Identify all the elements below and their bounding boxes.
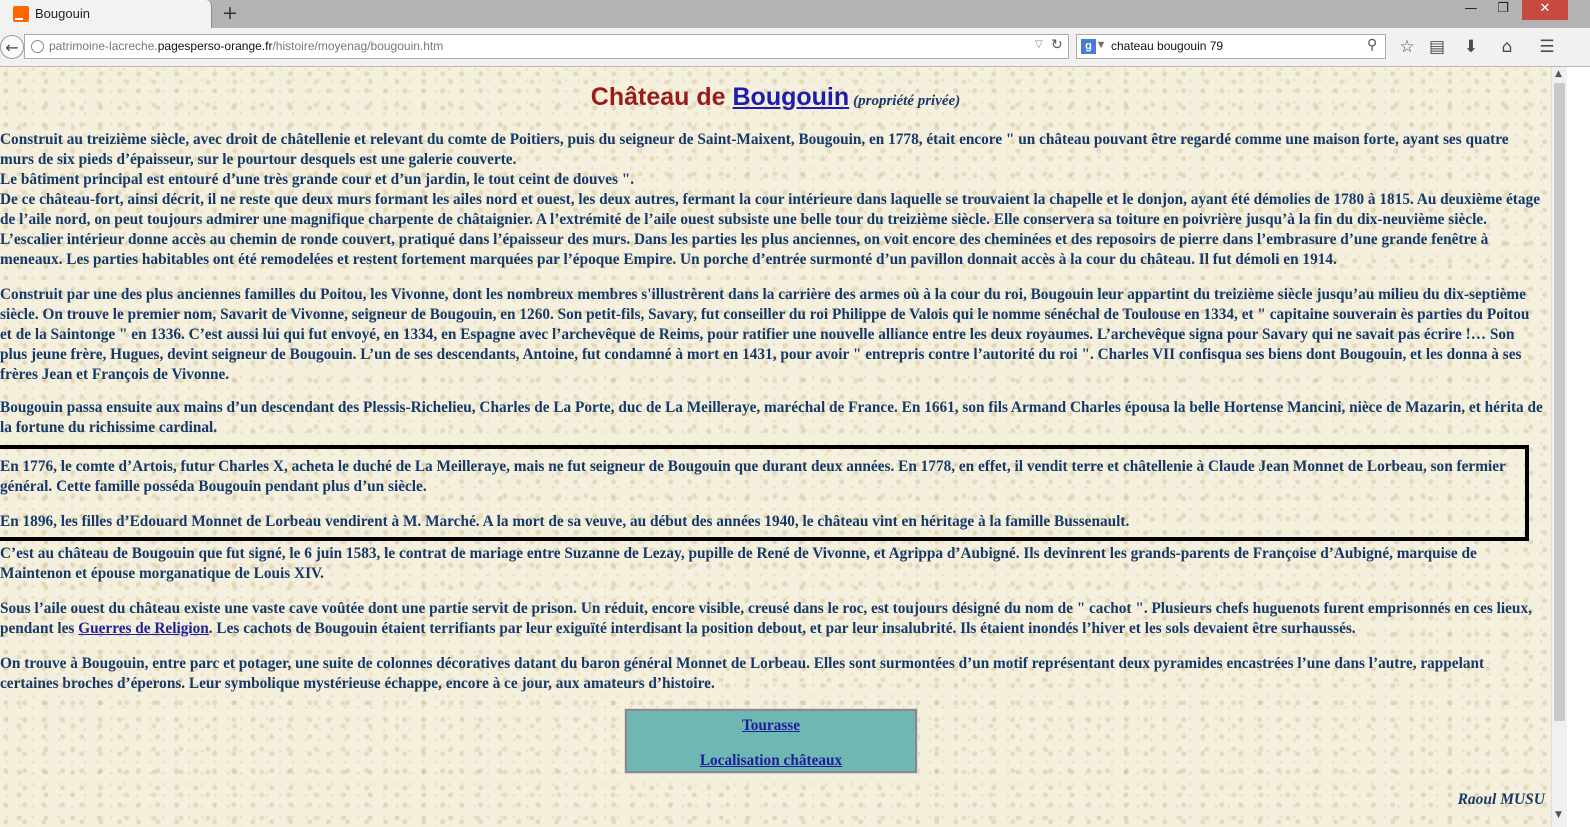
title-prefix: Château de xyxy=(590,83,733,111)
paragraph-richelieu: Bougouin passa ensuite aux mains d’un descendant des Plessis-Richelieu, Charles de La Porte, duc de La Meilleraye, maréchal de France. En 1661, son fils Armand Charles épousa la belle Hortense Mancini, nièce de Mazarin, et hérita de la fortune du richissime cardinal. xyxy=(0,399,1543,436)
paragraph-construction: Construit au treizième siècle, avec droit de châtellenie et relevant du comte de Poitiers, puis du seigneur de Saint-Maixent, Bougouin, en 1778, était encore " un château pouvant être regardé comme une maison forte, ayant ses quatre murs de six pieds d’épaisseur, sur le pourtour desquels est une galerie couverte. Le bâtiment principal est entouré d’une très grande cour et d’un jardin, le tout ceint de douves ". De ce château-fort, ainsi décrit, il ne reste que deux murs formant les ailes nord et ouest, les deux autres, fermant la cour intérieure dans laquelle se trouvaient la chapelle et le donjon, ayant été démolies de 1780 à 1815. Au deuxième étage de l’aile nord, on peut toujours admirer une magnifique charpente de châtaignier. A l’extrémité de l’aile ouest subsiste une belle tour du treizième siècle. Elle conservera sa toiture en poivrière jusqu’à la fin du dix-neuvième siècle. L’escalier intérieur donne accès au chemin de ronde couvert, pratiqué dans l’épaisseur des murs. Dans les parties les plus anciennes, on voit encore des cheminées et des reposoirs de pierre dans l’embrasure d’une grande fenêtre à meneaux. Les parties habitables ont été remodelées et restent fortement marquées par l’époque Empire. Un porche d’entrée surmonté d’un pavillon donnait accès à la cour du château. Il fut démoli en 1914. xyxy=(0,131,1540,268)
menu-icon[interactable]: ☰ xyxy=(1539,37,1555,57)
localisation-chateaux-link[interactable]: Localisation châteaux xyxy=(699,752,843,769)
search-icon[interactable]: ⚲ xyxy=(1367,37,1378,53)
back-button[interactable] xyxy=(0,35,24,59)
minimize-button[interactable]: — xyxy=(1464,1,1478,16)
close-window-button[interactable]: ✕ xyxy=(1522,0,1568,20)
reading-list-icon[interactable]: ▤ xyxy=(1428,37,1446,57)
home-icon[interactable]: ⌂ xyxy=(1501,37,1513,57)
bougouin-title-link[interactable]: Bougouin xyxy=(732,83,850,111)
paragraph-monnet: En 1896, les filles d’Edouard Monnet de Lorbeau vendirent à M. Marché. A la mort de sa veuve, au début des années 1940, le château vint en héritage à la famille Bussenault. xyxy=(0,513,1130,530)
bookmark-star-icon[interactable]: ☆ xyxy=(1399,37,1415,57)
reload-icon[interactable]: ↻ xyxy=(1051,37,1063,53)
guerres-de-religion-link[interactable]: Guerres de Religion xyxy=(78,620,209,637)
navigation-toolbar xyxy=(0,28,1590,67)
paragraph-vivonne: Construit par une des plus anciennes familles du Poitou, les Vivonne, dont les nombreux membres s'illustrèrent dans la carrière des armes où à la cour du roi, Bougouin leur appartint du treizième siècle jusqu’au milieu du dix-septième siècle. On trouve le premier nom, Savarit de Vivonne, seigneur de Bougouin, en 1260. Son petit-fils, Savary, fut conseiller du roi Philippe de Valois qui le nomme sénéchal de Toulouse en 1334, et " capitaine souverain ès parties du Poitou et de la Saintonge " en 1336. C’est aussi lui qui fut envoyé, en 1334, en Espagne avec l’archevêque de Reims, pour ratifier une nouvelle alliance entre les deux royaumes. L’archevêque signa pour Savary qui ne savait pas écrire !… Son plus jeune frère, Hugues, devint seigneur de Bougouin. L’un de ses descendants, Antoine, fut condamné à mort en 1431, pour avoir " entrepris contre l’autorité du roi ". Charles VII confisqua ses biens dont Bougouin, et les donna à ses frères Jean et François de Vivonne. xyxy=(0,286,1530,383)
address-bar[interactable] xyxy=(24,34,1069,59)
paragraph-cave: Sous l’aile ouest du château existe une vaste cave voûtée dont une partie servit de prison. Un réduit, encore visible, creusé dans le roc, est toujours désigné du nom de " cachot ". Plusieurs chefs huguenots furent emprisonnés en ces lieux, pendant les Guerres de Religion. Les cachots de Bougouin étaient terrifiants par leur exiguïté interdisant la position debout, et par leur insalubrité. Ils étaient inondés l’hiver et les sols devaient être surhaussés. xyxy=(0,600,1532,637)
vertical-scrollbar[interactable] xyxy=(1551,67,1567,827)
tab-strip xyxy=(0,0,1590,28)
scroll-down-arrow-icon[interactable]: ▼ xyxy=(1555,810,1562,820)
page-viewport xyxy=(0,67,1551,827)
search-bar[interactable] xyxy=(1076,34,1386,59)
page-title xyxy=(0,83,1551,112)
back-arrow-icon: ← xyxy=(5,38,19,57)
scroll-up-arrow-icon[interactable]: ▲ xyxy=(1555,69,1562,79)
author-signature: Raoul MUSU xyxy=(1457,791,1545,808)
tourasse-link[interactable]: Tourasse xyxy=(741,717,801,734)
download-icon[interactable]: ⬇ xyxy=(1463,37,1479,57)
search-input[interactable]: chateau bougouin 79 xyxy=(1111,39,1224,53)
orange-favicon-icon xyxy=(13,6,29,22)
navigation-box xyxy=(625,709,917,773)
scroll-thumb[interactable] xyxy=(1554,83,1565,721)
url-text[interactable]: patrimoine-lacreche.pagesperso-orange.fr/histoire/moyenag/bougouin.htm xyxy=(49,39,444,53)
google-engine-icon[interactable]: g xyxy=(1081,39,1096,54)
paragraph-colonnes: On trouve à Bougouin, entre parc et potager, une suite de colonnes décoratives datant du baron général Monnet de Lorbeau. Elles sont surmontées d’un motif représentant deux pyramides encastrées l’une dans l’autre, rappelant certaines broches d’éperons. Leur symbolique mystérieuse échappe, encore à ce jour, aux amateurs d’histoire. xyxy=(0,655,1485,692)
highlighted-section xyxy=(0,445,1529,541)
tab-title: Bougouin xyxy=(35,6,90,21)
new-tab-button[interactable]: + xyxy=(222,2,238,24)
globe-icon xyxy=(31,40,44,53)
paragraph-artois: En 1776, le comte d’Artois, futur Charles X, acheta le duché de La Meilleraye, mais ne fut seigneur de Bougouin que durant deux années. En 1778, en effet, il vendit terre et châtellenie à Claude Jean Monnet de Lorbeau, son fermier général. Cette famille posséda Bougouin pendant plus d’un siècle. xyxy=(0,458,1506,495)
active-tab[interactable] xyxy=(0,0,212,28)
url-dropdown-icon[interactable]: ▽ xyxy=(1035,39,1043,50)
title-note: (propriété privée) xyxy=(853,93,961,109)
restore-button[interactable]: ❐ xyxy=(1497,1,1509,16)
paragraph-mariage: C’est au château de Bougouin que fut signé, le 6 juin 1583, le contrat de mariage entre Suzanne de Lezay, pupille de René de Vivonne, et Agrippa d’Aubigné. Ils devinrent les grands-parents de Françoise d’Aubigné, marquise de Maintenon et épouse morganatique de Louis XIV. xyxy=(0,545,1477,582)
engine-dropdown-icon[interactable]: ▼ xyxy=(1098,40,1105,49)
